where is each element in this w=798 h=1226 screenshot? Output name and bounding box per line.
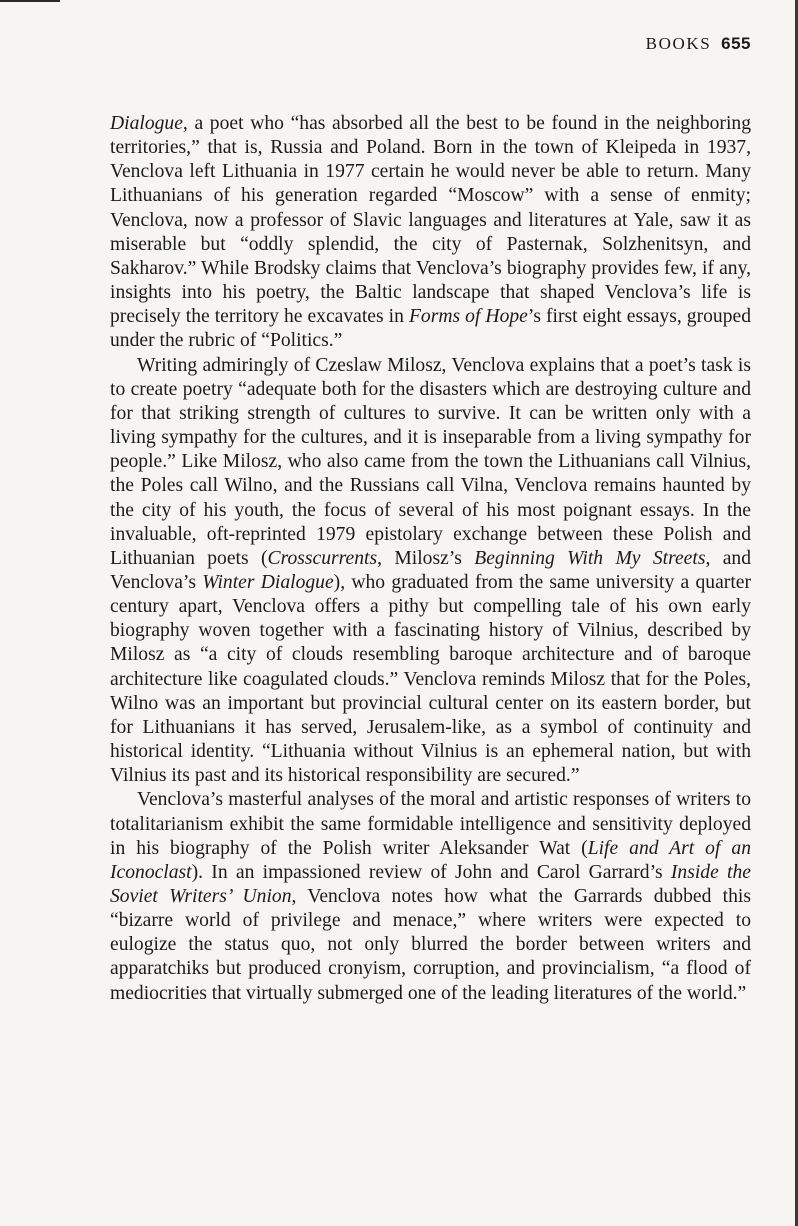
italic-title: Life and Art of an Iconoclast <box>110 837 751 883</box>
text-run: ). In an impassioned review of John and Carol Garrard’s <box>191 861 671 883</box>
text-run: Writing admiringly of Czeslaw Milosz, Venclova explains that a poet’s task is to create poetry “adequate both for the disasters which are destroying culture and for that striking strength of cultures to survive. It can be written only with a living sympathy for the cultures, and it is inseparable from a living sympathy for people.” Like Milosz, who also came from the town the Lithuanians call Vilnius, the Poles call Wilno, and the Russians call Vilna, Venclova remains haunted by the city of his youth, the focus of several of his most poignant essays. In the invaluable, oft-reprinted 1979 epistolary exchange between these Polish and Lithuanian poets ( <box>110 354 751 569</box>
page-number: 655 <box>721 34 751 53</box>
text-run: , Venclova notes how what the Garrards dubbed this “bizarre world of privilege and menace,” where writers were expected to eulogize the status quo, not only blurred the border between writers and apparatchiks but produced cronyism, corruption, and provincialism, “a flood of mediocrities that virtually submerged one of the leading literatures of the world.” <box>110 886 751 1004</box>
body-text <box>110 112 751 1006</box>
italic-title: Crosscurrents <box>267 547 378 569</box>
italic-title: Dialogue <box>110 113 183 134</box>
italic-title: Winter Dialogue <box>202 571 334 593</box>
text-run: , a poet who “has absorbed all the best to be found in the neighboring territories,” that is, Russia and Poland. Born in the town of Kleipeda in 1937, Venclova left Lithuania in 1977 certain he would never be able to return. Many Lithuanians of his generation regarded “Moscow” with a sense of enmity; Venclova, now a professor of Slavic languages and literatures at Yale, saw it as miserable but “oddly splendid, the city of Pasternak, Solzhenitsyn, and Sakharov.” While Brodsky claims that Venclova’s biography provides few, if any, insights into his poetry, the Baltic landscape that shaped Venclova’s life is precisely the territory he excavates in <box>110 113 751 328</box>
paragraph <box>110 788 751 1005</box>
paragraph <box>110 354 751 789</box>
italic-title: Beginning With My Streets <box>474 547 706 569</box>
italic-title: Inside the Soviet Writers’ Union <box>110 861 751 907</box>
text-run: ), who graduated from the same university a quarter century apart, Venclova offers a pithy but compelling tale of his own early biography woven together with a fascinating history of Vilnius, described by Milosz as “a city of clouds resembling baroque architecture and of baroque architecture like coagulated clouds.” Venclova reminds Milosz that for the Poles, Wilno was an important but provincial cultural center on its eastern border, but for Lithuanians it has served, Jerusalem-like, as a symbol of continuity and historical identity. “Lithuania without Vilnius is an ephemeral nation, but with Vilnius its past and its historical responsibility are secured.” <box>110 571 751 787</box>
running-head-section: BOOKS <box>645 34 712 53</box>
running-head <box>646 34 751 54</box>
text-run: ’s first eight essays, grouped under the rubric of “Politics.” <box>110 306 751 352</box>
text-run: , Milosz’s <box>377 547 475 569</box>
page-edge-mark <box>0 0 60 2</box>
italic-title: Forms of Hope <box>408 306 528 328</box>
paragraph <box>110 112 751 354</box>
text-run: , and Venclova’s <box>110 547 752 593</box>
text-run: Venclova’s masterful analyses of the moral and artistic responses of writers to totalitarianism exhibit the same formidable intelligence and sensitivity deployed in his biography of the Polish writer Aleksander Wat ( <box>110 789 751 859</box>
